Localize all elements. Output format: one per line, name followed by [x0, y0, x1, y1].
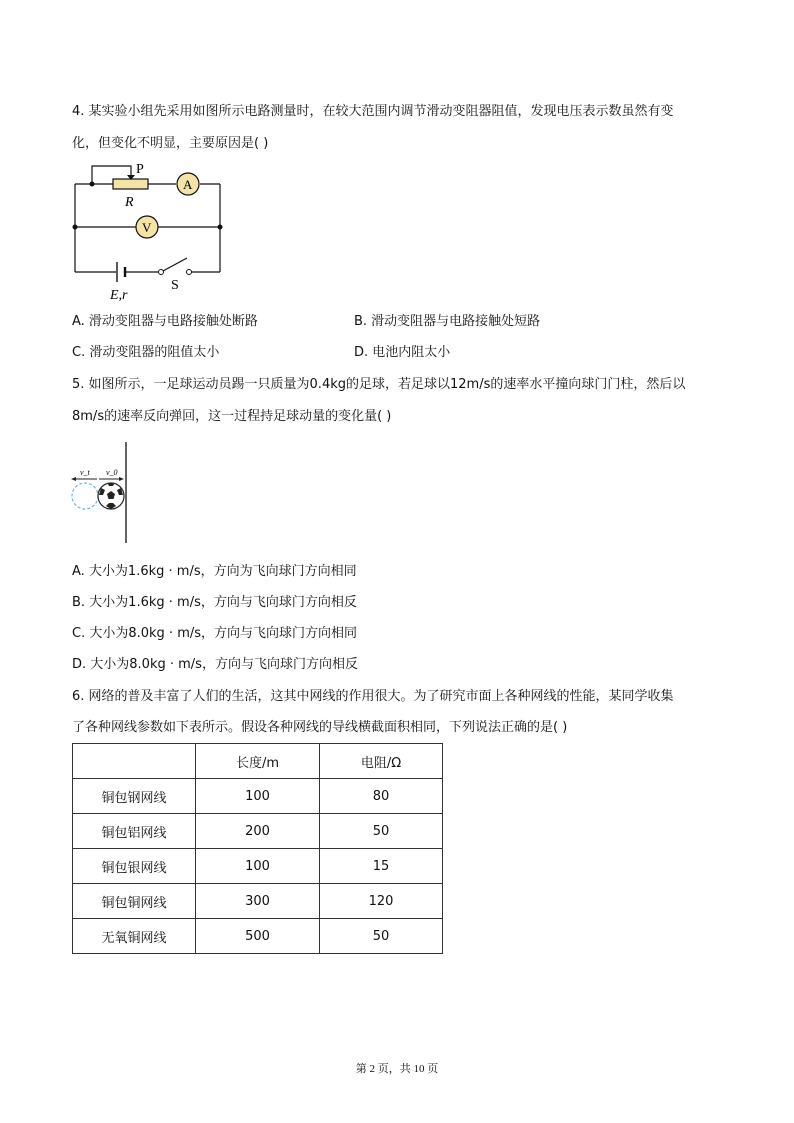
- bounced-ball-outline: [72, 483, 98, 509]
- table-cell: 500: [196, 919, 320, 954]
- table-cell: 120: [320, 884, 443, 919]
- q5-stem-line1: 5. 如图所示，一足球运动员踢一只质量为0.4kg的足球，若足球以12m/s的速率水平撞向球门门柱，然后以: [72, 377, 686, 392]
- soccer-ball-icon: [98, 483, 124, 509]
- q4-option-d[interactable]: D. 电池内阻太小: [354, 345, 451, 360]
- label-s: S: [171, 278, 179, 293]
- table-cell: 100: [196, 849, 320, 884]
- table-cell: 50: [320, 814, 443, 849]
- v0-arrow-icon: [119, 477, 124, 481]
- rheostat-r: [113, 179, 148, 189]
- q6-stem-line2: 了各种网线参数如下表所示。假设各种网线的导线横截面积相同，下列说法正确的是( ): [72, 720, 568, 735]
- table-row: [73, 919, 443, 954]
- table-cell: 50: [320, 919, 443, 954]
- label-vt: v_t: [80, 468, 90, 477]
- table-header-row: [73, 744, 443, 779]
- table-cell: 300: [196, 884, 320, 919]
- table-cell: 15: [320, 849, 443, 884]
- table-header-cell: 长度/m: [196, 744, 320, 779]
- vt-arrow-icon: [71, 477, 76, 481]
- q4-option-b[interactable]: B. 滑动变阻器与电路接触处短路: [354, 314, 541, 329]
- q5-option-b[interactable]: B. 大小为1.6kg · m/s，方向与飞向球门方向相反: [72, 595, 357, 610]
- table-row: [73, 779, 443, 814]
- table-cell: 铜包钢网线: [73, 779, 196, 814]
- table-cell: 80: [320, 779, 443, 814]
- q5-option-c[interactable]: C. 大小为8.0kg · m/s，方向与飞向球门方向相同: [72, 626, 358, 641]
- table-cell: 100: [196, 779, 320, 814]
- table-header-cell: [73, 744, 196, 779]
- q4-stem-line1: 4. 某实验小组先采用如图所示电路测量时，在较大范围内调节滑动变阻器阻值，发现电压表示数虽然有变: [72, 104, 674, 119]
- table-cell: 铜包铜网线: [73, 884, 196, 919]
- label-v0: v_0: [106, 468, 118, 477]
- q5-option-a[interactable]: A. 大小为1.6kg · m/s，方向为飞向球门方向相同: [72, 564, 357, 579]
- q5-stem-line2: 8m/s的速率反向弹回，这一过程持足球动量的变化量( ): [72, 409, 392, 424]
- q5-option-d[interactable]: D. 大小为8.0kg · m/s，方向与飞向球门方向相反: [72, 657, 358, 672]
- label-v: V: [142, 220, 152, 235]
- label-r: R: [125, 195, 134, 210]
- table-cell: 200: [196, 814, 320, 849]
- label-er: E,r: [110, 288, 128, 303]
- q4-option-a[interactable]: A. 滑动变阻器与电路接触处断路: [72, 314, 258, 329]
- q6-stem-line1: 6. 网络的普及丰富了人们的生活，这其中网线的作用很大。为了研究市面上各种网线的性能，某同学收集: [72, 689, 674, 704]
- q4-circuit-diagram: [70, 158, 230, 304]
- table-row: [73, 884, 443, 919]
- q5-ball-figure: [68, 440, 134, 546]
- label-a: A: [183, 177, 193, 192]
- table-row: [73, 849, 443, 884]
- label-p: P: [136, 162, 144, 177]
- page-footer: 第 2 页，共 10 页: [355, 1063, 439, 1075]
- q6-data-table: [72, 743, 443, 954]
- q4-option-c[interactable]: C. 滑动变阻器的阻值太小: [72, 345, 220, 360]
- table-header-cell: 电阻/Ω: [320, 744, 443, 779]
- table-cell: 铜包铝网线: [73, 814, 196, 849]
- table-cell: 无氧铜网线: [73, 919, 196, 954]
- table-row: [73, 814, 443, 849]
- table-cell: 铜包银网线: [73, 849, 196, 884]
- q4-stem-line2: 化，但变化不明显，主要原因是( ): [72, 136, 269, 151]
